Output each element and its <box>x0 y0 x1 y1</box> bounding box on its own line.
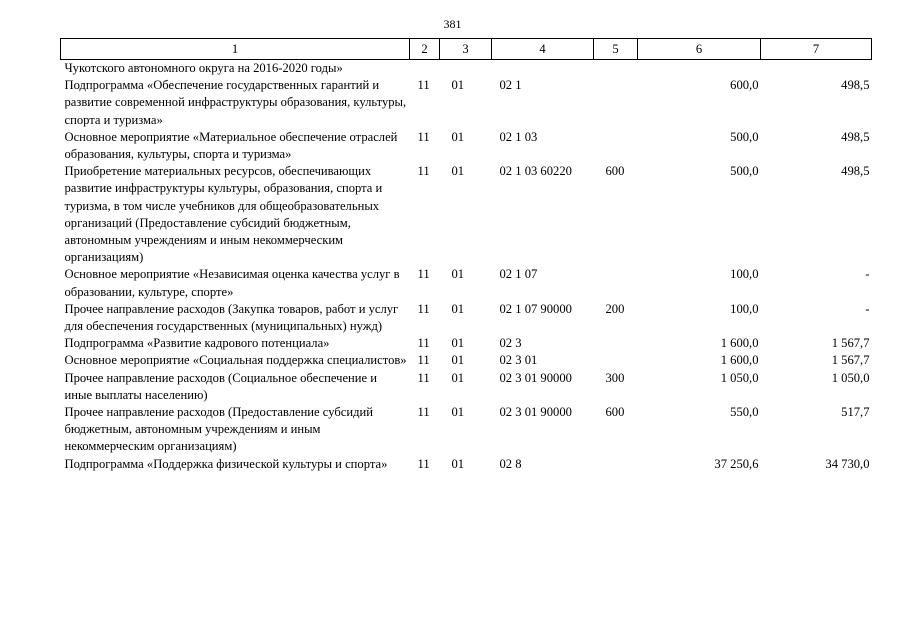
section-cell: 11 <box>417 405 430 420</box>
row-name-cell: Основное мероприятие «Независимая оценка качества услуг в образовании, культуре, спорте» <box>64 267 400 299</box>
section-cell: 11 <box>417 301 430 316</box>
expense-type-cell <box>594 352 638 369</box>
target-article-cell: 02 3 01 <box>499 353 538 368</box>
actual-amount-cell: 498,5 <box>841 129 870 144</box>
header-col-7: 7 <box>761 39 872 60</box>
subsection-cell: 01 <box>451 456 465 471</box>
section-cell: 11 <box>417 267 430 282</box>
header-col-4: 4 <box>492 39 594 60</box>
expense-type-cell <box>594 335 638 352</box>
row-name-cell: Прочее направление расходов (Предоставление субсидий бюджетным, автономным учреждениям и иным некоммерческим организациям) <box>64 405 373 454</box>
actual-amount-cell: 1 050,0 <box>831 370 870 385</box>
header-col-5: 5 <box>594 39 638 60</box>
row-name-cell: Чукотского автономного округа на 2016-2020 годы» <box>64 61 343 75</box>
table-row <box>61 60 872 78</box>
row-name-cell: Приобретение материальных ресурсов, обеспечивающих развитие инфраструктуры культуры, образования, спорта и туризма, в том числе учебников для общеобразовательных организаций (Предоставление субсидий бюджетным, автономным учреждениям и иным некоммерческим организациям) <box>64 164 383 265</box>
header-col-2: 2 <box>410 39 440 60</box>
planned-amount-cell: 500,0 <box>730 129 759 144</box>
actual-amount-cell: - <box>865 301 870 316</box>
header-col-3: 3 <box>440 39 492 60</box>
expense-type-cell <box>594 77 638 129</box>
expense-type-cell <box>594 456 638 473</box>
subsection-cell: 01 <box>451 267 465 282</box>
table-row <box>61 335 872 352</box>
table-row <box>61 301 872 335</box>
target-article-cell <box>492 60 594 78</box>
subsection-cell: 01 <box>451 336 465 351</box>
table-row <box>61 370 872 404</box>
planned-amount-cell: 550,0 <box>730 405 759 420</box>
table-row <box>61 77 872 129</box>
subsection-cell: 01 <box>451 78 465 93</box>
target-article-cell: 02 3 01 90000 <box>499 370 572 385</box>
target-article-cell: 02 8 <box>499 456 522 471</box>
subsection-cell: 01 <box>451 370 465 385</box>
planned-amount-cell: 500,0 <box>730 164 759 179</box>
target-article-cell: 02 1 03 <box>499 129 538 144</box>
table-row <box>61 163 872 266</box>
section-cell: 11 <box>417 353 430 368</box>
section-cell: 11 <box>417 456 430 471</box>
expense-type-cell: 600 <box>605 405 625 420</box>
actual-amount-cell: 498,5 <box>841 164 870 179</box>
table-row <box>61 404 872 456</box>
planned-amount-cell: 1 600,0 <box>720 353 759 368</box>
subsection-cell: 01 <box>451 301 465 316</box>
subsection-cell: 01 <box>451 353 465 368</box>
section-cell <box>410 60 440 78</box>
subsection-cell: 01 <box>451 129 465 144</box>
row-name-cell: Основное мероприятие «Материальное обеспечение отраслей образования, культуры, спорта и туризма» <box>64 129 398 162</box>
expense-type-cell <box>594 60 638 78</box>
row-name-cell: Подпрограмма «Обеспечение государственных гарантий и развитие современной инфраструктуры образования, культуры, спорта и туризма» <box>64 78 407 127</box>
expense-type-cell <box>594 266 638 300</box>
table-row <box>61 129 872 163</box>
target-article-cell: 02 1 <box>499 78 522 93</box>
actual-amount-cell <box>761 60 872 78</box>
section-cell: 11 <box>417 129 430 144</box>
row-name-cell: Подпрограмма «Поддержка физической культуры и спорта» <box>64 456 388 471</box>
expense-type-cell <box>594 129 638 163</box>
subsection-cell <box>440 60 492 78</box>
planned-amount-cell: 100,0 <box>730 267 759 282</box>
planned-amount-cell: 600,0 <box>730 78 759 93</box>
planned-amount-cell <box>638 60 761 78</box>
actual-amount-cell: 498,5 <box>841 78 870 93</box>
header-row <box>61 39 872 60</box>
budget-table <box>60 38 872 473</box>
planned-amount-cell: 100,0 <box>730 301 759 316</box>
planned-amount-cell: 1 600,0 <box>720 336 759 351</box>
target-article-cell: 02 3 01 90000 <box>499 405 572 420</box>
row-name-cell: Основное мероприятие «Социальная поддержка специалистов» <box>64 353 407 368</box>
table-row <box>61 266 872 300</box>
header-col-1: 1 <box>61 39 410 60</box>
row-name-cell: Подпрограмма «Развитие кадрового потенциала» <box>64 336 330 351</box>
table-row <box>61 352 872 369</box>
planned-amount-cell: 1 050,0 <box>720 370 759 385</box>
target-article-cell: 02 3 <box>499 336 522 351</box>
actual-amount-cell: 1 567,7 <box>831 353 870 368</box>
actual-amount-cell: 1 567,7 <box>831 336 870 351</box>
expense-type-cell: 300 <box>605 370 625 385</box>
target-article-cell: 02 1 07 90000 <box>499 301 572 316</box>
actual-amount-cell: 517,7 <box>841 405 870 420</box>
section-cell: 11 <box>417 78 430 93</box>
table-row <box>61 456 872 473</box>
section-cell: 11 <box>417 336 430 351</box>
target-article-cell: 02 1 03 60220 <box>499 164 572 179</box>
row-name-cell: Прочее направление расходов (Социальное обеспечение и иные выплаты населению) <box>64 370 378 402</box>
row-name-cell: Прочее направление расходов (Закупка товаров, работ и услуг для обеспечения государственных (муниципальных) нужд) <box>64 301 399 334</box>
expense-type-cell: 200 <box>605 301 625 316</box>
subsection-cell: 01 <box>451 164 465 179</box>
expense-type-cell: 600 <box>605 164 625 179</box>
actual-amount-cell: - <box>865 267 870 282</box>
target-article-cell: 02 1 07 <box>499 267 538 282</box>
section-cell: 11 <box>417 164 430 179</box>
header-col-6: 6 <box>638 39 761 60</box>
page-number: 381 <box>443 17 462 31</box>
actual-amount-cell: 34 730,0 <box>825 456 870 471</box>
planned-amount-cell: 37 250,6 <box>714 456 759 471</box>
section-cell: 11 <box>417 370 430 385</box>
subsection-cell: 01 <box>451 405 465 420</box>
